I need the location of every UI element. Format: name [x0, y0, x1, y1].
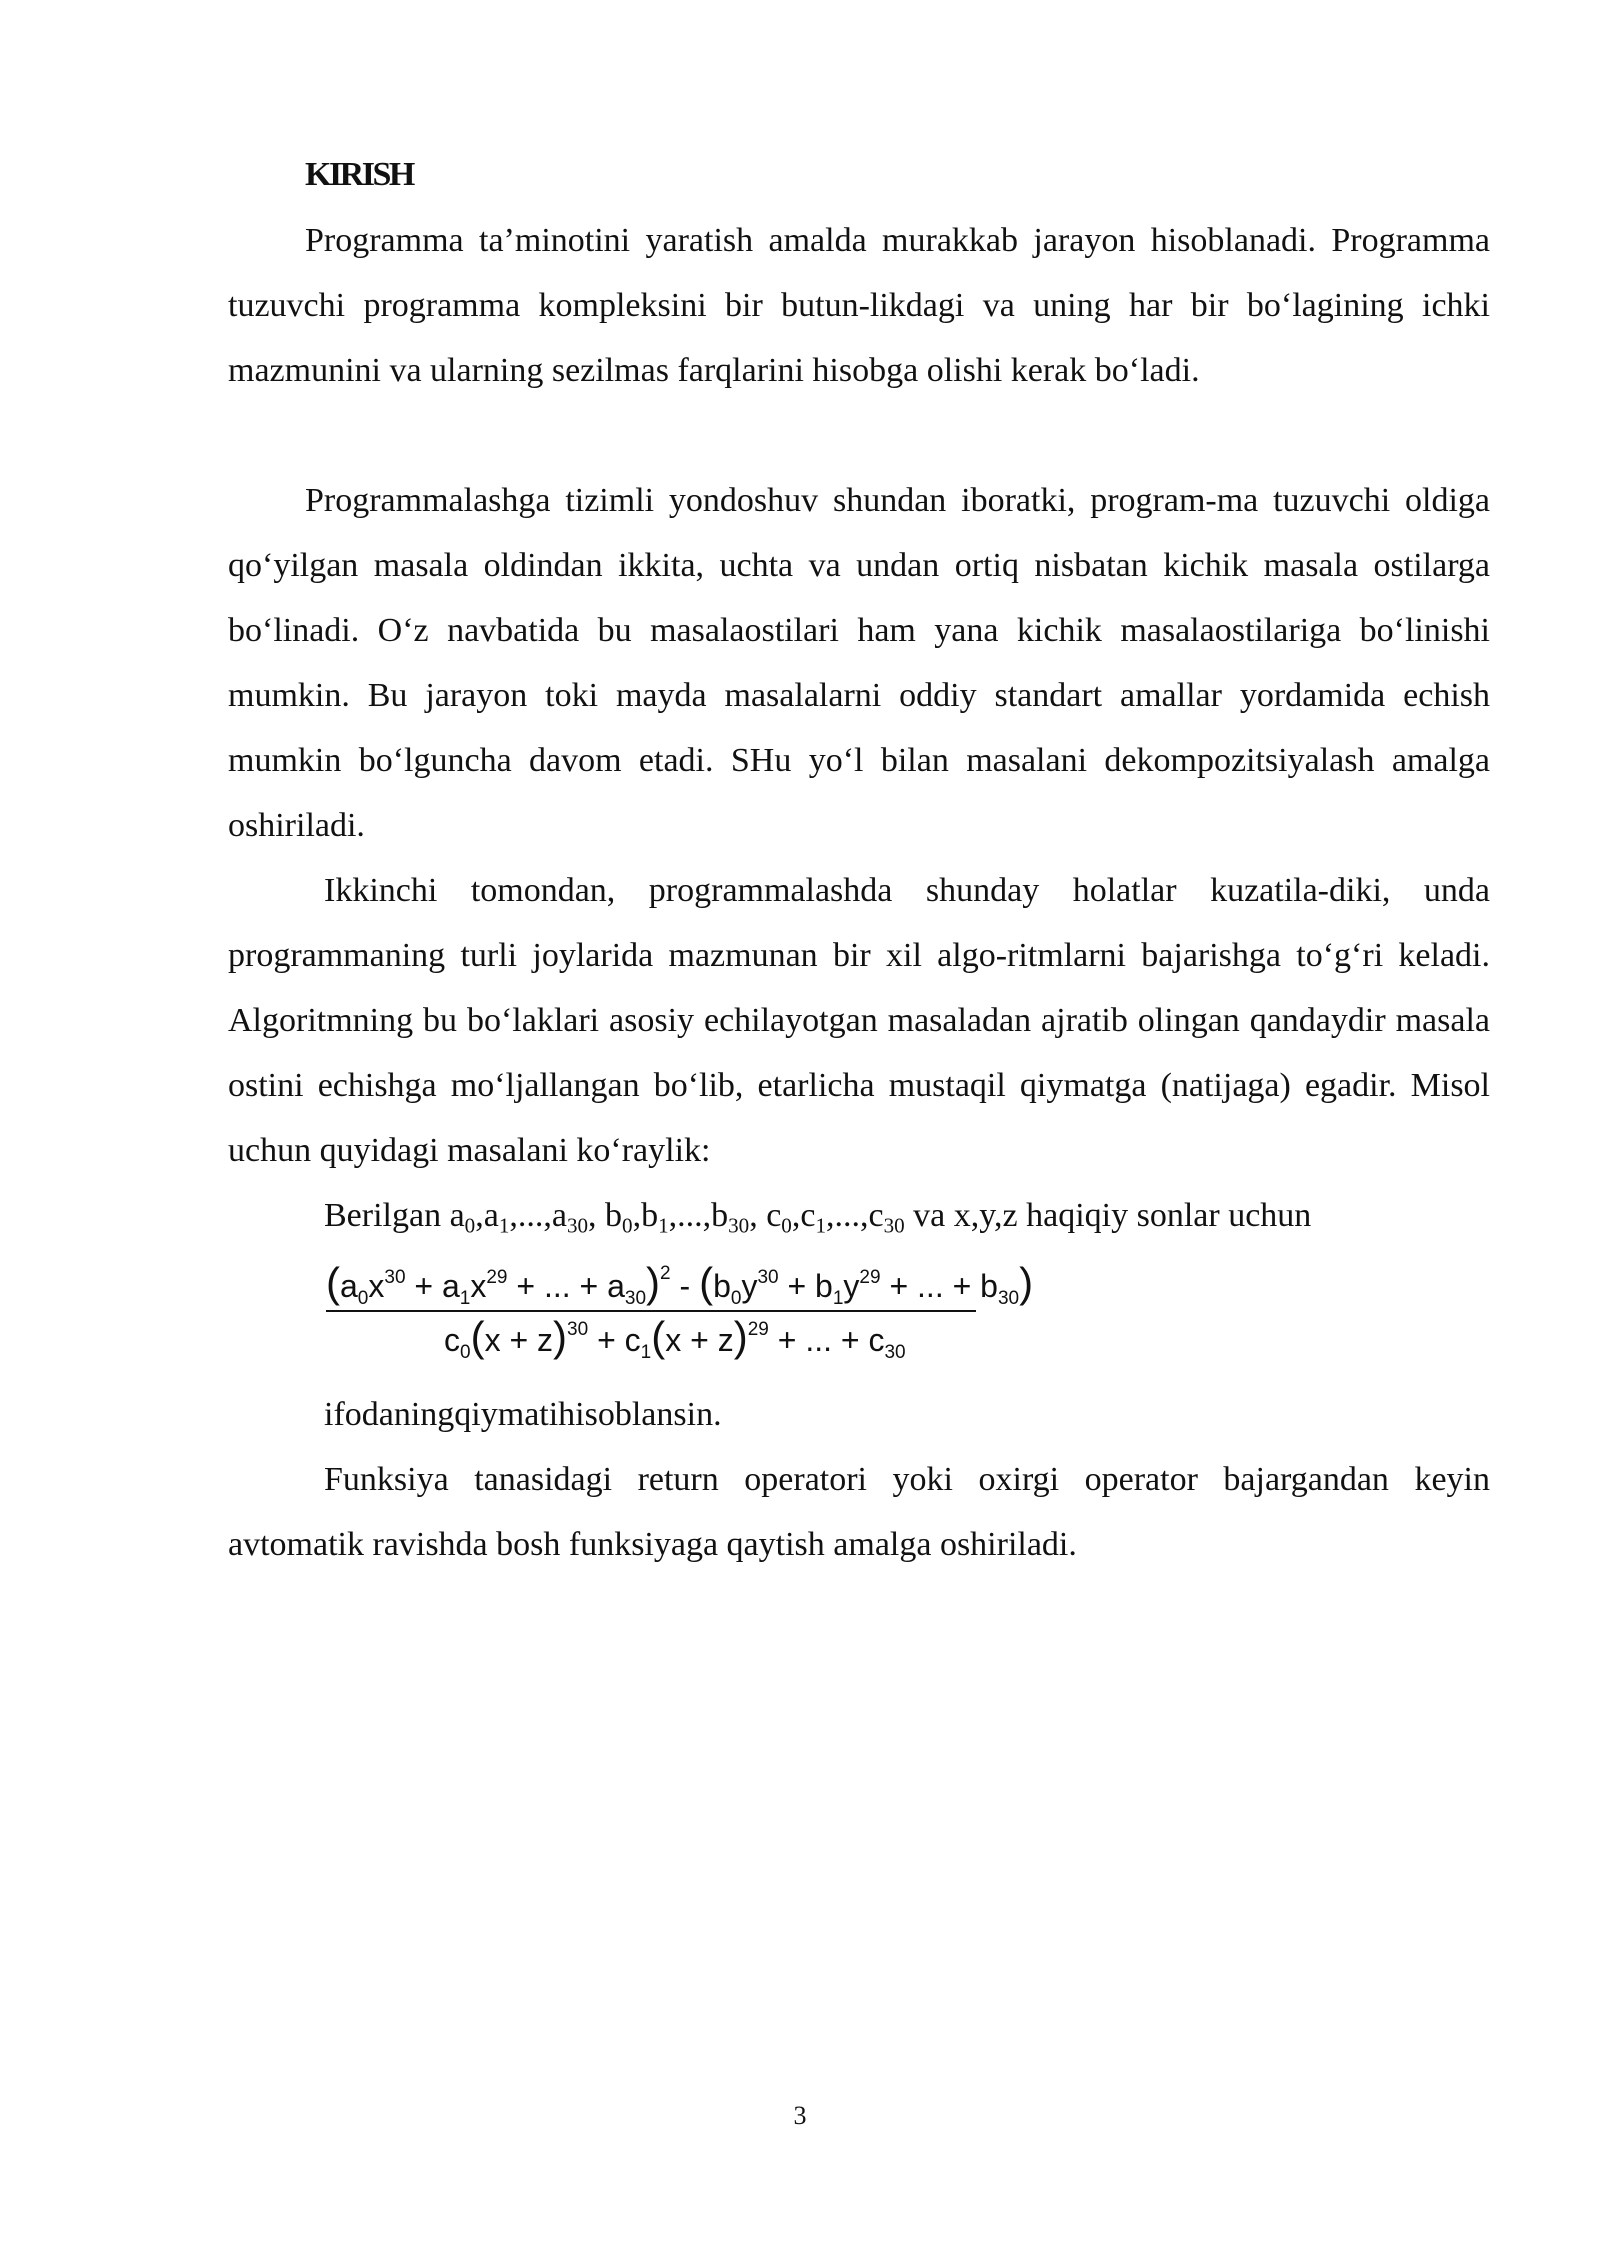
paragraph-systematic-approach: Programmalashga tizimli yondoshuv shundan iboratki, program-ma tuzuvchi oldiga qo‘yilgan masala oldindan ikkita, uchta va undan ortiq nisbatan kichik masala ostilarga bo‘linadi. O‘z navbatida bu masalaostilari ham yana kichik masalaostilariga bo‘linishi mumkin. Bu jarayon toki mayda masalalarni oddiy standart amallar yordamida echish mumkin bo‘lguncha davom etadi. SHu yo‘l bilan masalani dekompozitsiyalash amalga oshiriladi. — [228, 482, 1490, 844]
section-heading: KIRISH — [305, 156, 413, 193]
paragraph-second-aspect: Ikkinchi tomondan, programmalashda shunday holatlar kuzatila-diki, unda programmaning turli joylarida mazmunan bir xil algo-ritmlarni bajarishga to‘g‘ri keladi. Algoritmning bu bo‘laklari asosiy echilayotgan masaladan ajratib olingan qandaydir masala ostini echishga mo‘ljallangan bo‘lib, etarlicha mustaqil qiymatga (natijaga) egadir. Misol uchun quyidagi masalani ko‘raylik: — [228, 872, 1490, 1169]
paragraph-intro: Programma ta’minotini yaratish amalda murakkab jarayon hisoblanadi. Programma tuzuvchi programma kompleksini bir butun-likdagi va uning har bir bo‘lagining ichki mazmunini va ularning sezilmas farqlarini hisobga olishi kerak bo‘ladi. — [228, 222, 1490, 389]
numerator: ($a_0x^{30} + a_1x^{29}$ + ... + $a_{30})^2 - (b_0y^{30} + b_1y^{29}$ + ... + $b_{30}$) — [326, 1259, 1034, 1309]
formula-fraction — [326, 1253, 1034, 1373]
page-number: 3 — [793, 2101, 807, 2130]
paragraph-return-operator: Funksiya tanasidagi return operatori yoki oxirgi operator bajargandan keyin avtomatik ravishda bosh funksiyaga qaytish amalga oshiriladi. — [228, 1461, 1490, 1563]
denominator: $c_0(x + z)^{30} + c_1(x + z)^{29}$ + ... + $c_{30}$ — [444, 1313, 906, 1363]
paragraph-compute-expression: ifodaningqiymatihisoblansin. — [324, 1396, 722, 1433]
formula-svg — [326, 1253, 1034, 1373]
given-statement: Berilgan $a_0,a_1,...,a_{30}$, $b_0,b_1,...,b_{30}$, $c_0,c_1,...,c_{30}$ va x,y,z haqiqiy sonlar uchun — [324, 1197, 1312, 1238]
fraction-bar — [326, 1310, 976, 1312]
